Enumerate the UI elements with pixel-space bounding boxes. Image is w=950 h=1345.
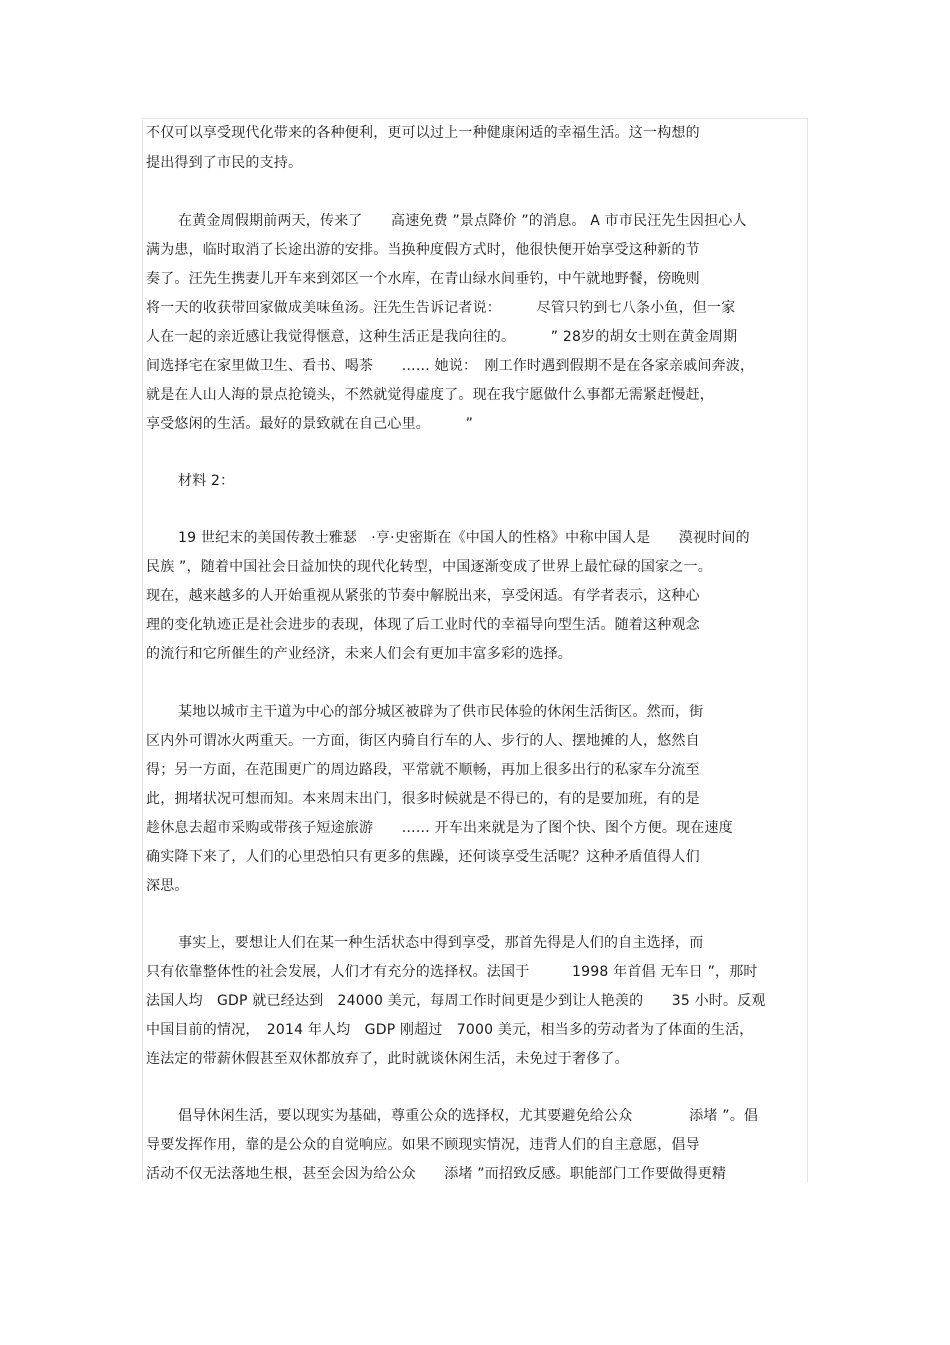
text-line: 人在一起的亲近感让我觉得惬意，这种生活正是我向往的。 ” 28岁的胡女士则在黄金周期 — [146, 329, 738, 345]
text-line: 满为患，临时取消了长途出游的安排。当换种度假方式时，他很快便开始享受这种新的节 — [146, 242, 700, 258]
text-line: 就是在人山人海的景点抢镜头，不然就觉得虚度了。现在我宁愿做什么事都无需紧赶慢赶， — [146, 387, 714, 403]
text-line: 提出得到了市民的支持。 — [146, 155, 303, 171]
text-line: 奏了。汪先生携妻儿开车来到郊区一个水库，在青山绿水间垂钓，中午就地野餐，傍晚则 — [146, 271, 700, 287]
text-line: 活动不仅无法落地生根，甚至会因为给公众 添堵 ”而招致反感。职能部门工作要做得更精 — [146, 1166, 727, 1182]
text-line: 确实降下来了，人们的心里恐怕只有更多的焦躁，还何谈享受生活呢？这种矛盾值得人们 — [146, 849, 700, 865]
text-line: 间选择宅在家里做卫生、看书、喝茶 …… 她说： 刚工作时遇到假期不是在各家亲戚间奔波， — [146, 358, 755, 374]
paragraph-start-line: 在黄金周假期前两天，传来了 高速免费 ”景点降价 ”的消息。 A 市市民汪先生因担心人 — [178, 213, 747, 229]
text-line: 连法定的带薪休假甚至双休都放弃了，此时就谈休闲生活，未免过于奢侈了。 — [146, 1051, 629, 1067]
text-line: 区内外可谓冰火两重天。一方面，街区内骑自行车的人、步行的人、摆地摊的人，悠然自 — [146, 733, 700, 749]
text-line: 理的变化轨迹正是社会进步的表现，体现了后工业时代的幸福导向型生活。随着这种观念 — [146, 617, 700, 633]
paragraph-start-line: 19 世纪末的美国传教士雅瑟 ·亨·史密斯在《中国人的性格》中称中国人是 漠视时间的 — [178, 530, 750, 546]
paragraph-start-line: 事实上，要想让人们在某一种生活状态中得到享受，那首先得是人们的自主选择，而 — [178, 935, 704, 951]
text-line: 中国目前的情况， 2014 年人均 GDP 刚超过 7000 美元，相当多的劳动者为了体面的生活， — [146, 1022, 754, 1038]
text-line: 不仅可以享受现代化带来的各种便利，更可以过上一种健康闲适的幸福生活。这一构想的 — [146, 125, 700, 141]
paragraph-start-line: 某地以城市主干道为中心的部分城区被辟为了供市民体验的休闲生活街区。然而，街 — [178, 704, 704, 720]
text-line: 只有依靠整体性的社会发展，人们才有充分的选择权。法国于 1998 年首倡 无车日 ”，那时 — [146, 964, 758, 980]
text-line: 法国人均 GDP 就已经达到 24000 美元，每周工作时间更是少到让人艳羡的 35 小时。反观 — [146, 993, 766, 1009]
text-line: 导要发挥作用，靠的是公众的自觉响应。如果不顾现实情况，违背人们的自主意愿，倡导 — [146, 1137, 700, 1153]
text-line: 得；另一方面，在范围更广的周边路段，平常就不顺畅，再加上很多出行的私家车分流至 — [146, 762, 700, 778]
text-line: 现在，越来越多的人开始重视从紧张的节奏中解脱出来，享受闲适。有学者表示，这种心 — [146, 588, 700, 604]
section-heading: 材料 2： — [178, 473, 235, 489]
text-line: 的流行和它所催生的产业经济，未来人们会有更加丰富多彩的选择。 — [146, 646, 572, 662]
paragraph-start-line: 倡导休闲生活，要以现实为基础，尊重公众的选择权，尤其要避免给公众 添堵 ”。倡 — [178, 1108, 759, 1124]
text-line: 民族 ”，随着中国社会日益加快的现代化转型，中国逐渐变成了世界上最忙碌的国家之一。 — [146, 559, 712, 575]
text-line: 深思。 — [146, 878, 189, 894]
text-line: 享受悠闲的生活。最好的景致就在自己心里。 ” — [146, 416, 474, 432]
text-line: 此，拥堵状况可想而知。本来周末出门，很多时候就是不得已的，有的是要加班，有的是 — [146, 791, 700, 807]
text-line: 将一天的收获带回家做成美味鱼汤。汪先生告诉记者说： 尽管只钓到七八条小鱼，但一家 — [146, 300, 736, 316]
text-line: 趁休息去超市采购或带孩子短途旅游 …… 开车出来就是为了图个快、图个方便。现在速度 — [146, 820, 733, 836]
